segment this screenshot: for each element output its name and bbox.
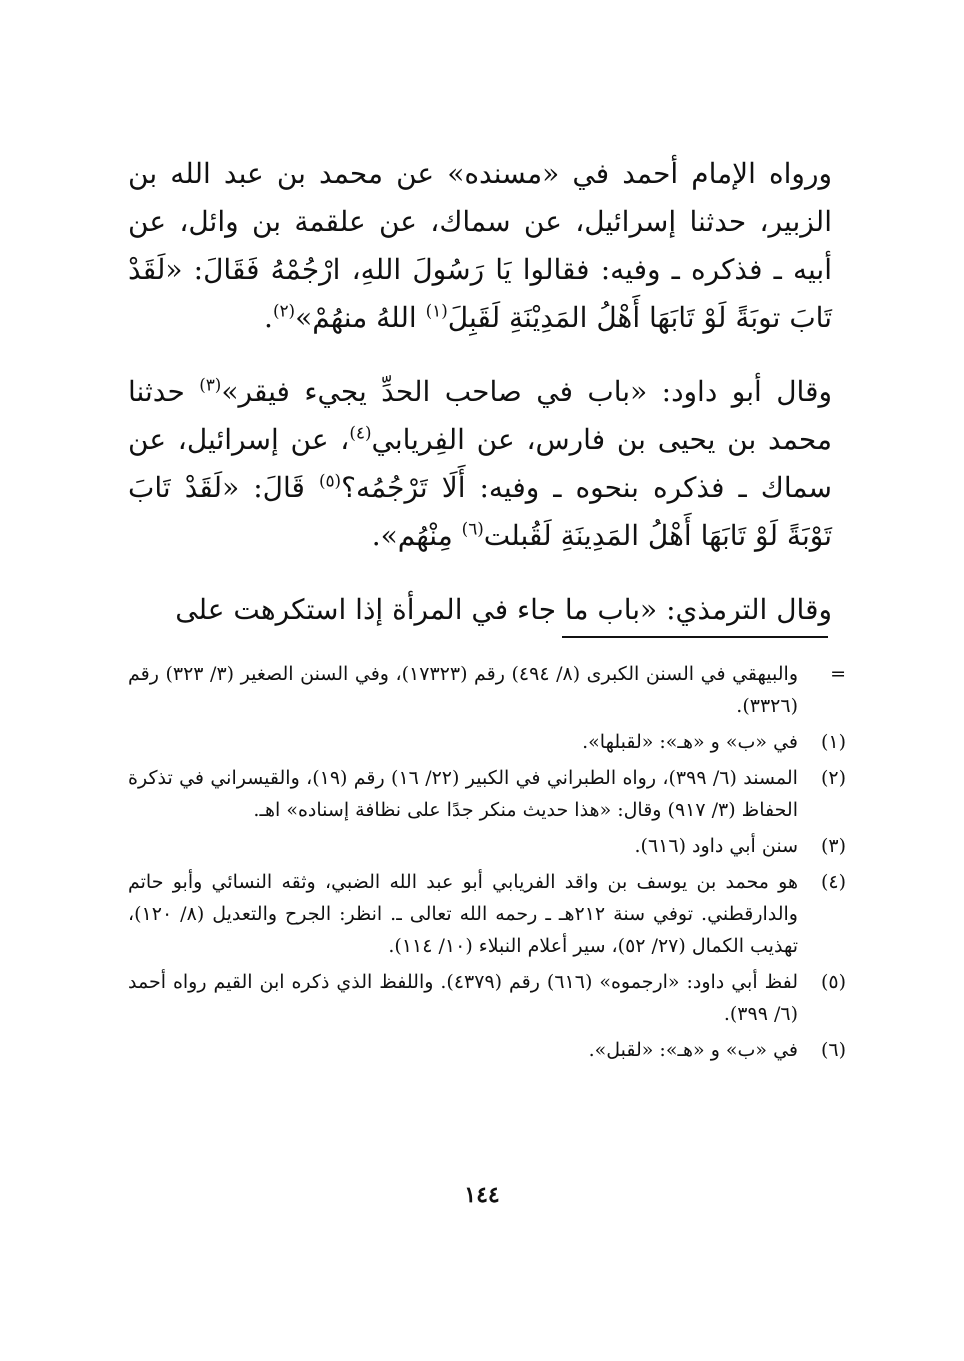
paragraph-3: وقال الترمذي: «باب ما جاء في المرأة إذا استكرهت على — [175, 593, 832, 626]
paragraph-2: وقال أبو داود: «باب في صاحب الحدِّ يجيء فيقر»$^{(٣)}$ حدثنا محمد بن يحيى بن فارس، عن الفِريابي$^{(٤)}$، عن إسرائيل، عن سماك ـ فذكره بنحوه ـ وفيه: أَلَا تَرْجُمُه؟$^{(٥)}$ قَالَ: «لَقَدْ تَابَ تَوْبَةً لَوْ تَابَهَا أَهْلُ المَدِينَةِ لَقُبلت$^{(٦)}$ مِنْهُم». — [128, 374, 833, 552]
footnote-number: (١) — [820, 731, 846, 753]
main-text — [128, 150, 832, 660]
footnote-ref[interactable]: (٥) — [318, 470, 342, 491]
footnote-6 — [128, 1034, 846, 1066]
footnote-3 — [128, 830, 846, 862]
footnote-text: في «ب» و «هـ»: «لقبل». — [588, 1039, 798, 1061]
footnote-number: (٢) — [820, 767, 846, 789]
footnote-text: في «ب» و «هـ»: «لقبلها». — [582, 731, 798, 753]
footnote-ref[interactable]: (٦) — [461, 518, 484, 539]
footnote-text: والبيهقي في السنن الكبرى (٨/ ٤٩٤) رقم (١٧٣٢٣)، وفي السنن الصغير (٣/ ٣٢٣) رقم (٣٣٢٦). — [128, 663, 798, 717]
footnote-continuation — [128, 658, 846, 722]
footnote-ref[interactable]: (٢) — [272, 300, 296, 321]
footnotes — [128, 658, 846, 1070]
footnote-number: (٥) — [820, 971, 846, 993]
footnote-number: (٦) — [820, 1039, 846, 1061]
footnote-number: (٣) — [820, 835, 846, 857]
footnote-text: المسند (٦/ ٣٩٩)، رواه الطبراني في الكبير (٢٢/ ١٦) رقم (١٩)، والقيسراني في تذكرة الحفاظ (٣/ ٩١٧) وقال: «هذا حديث منكر جدًا على نظافة إسناده» اهـ. — [128, 767, 798, 821]
footnote-number: (٤) — [820, 871, 846, 893]
footnote-text: هو محمد بن يوسف بن واقد الفريابي أبو عبد الله الضبي، وثقه النسائي وأبو حاتم والدارقطني. توفي سنة ٢١٢هـ ـ رحمه الله تعالى ـ. انظر: الجرح والتعديل (٨/ ١٢٠)، تهذيب الكمال (٢٧/ ٥٢)، سير أعلام النبلاء (١٠/ ١١٤). — [128, 871, 798, 957]
page-number: ١٤٤ — [464, 1182, 500, 1208]
footnote-number: = — [830, 663, 846, 685]
footnote-separator — [562, 636, 828, 638]
footnote-ref[interactable]: (٤) — [349, 422, 372, 443]
footnote-ref[interactable]: (١) — [425, 300, 448, 321]
footnote-5 — [128, 966, 846, 1030]
footnote-ref[interactable]: (٣) — [199, 374, 222, 395]
footnote-1 — [128, 726, 846, 758]
footnote-text: لفظ أبي داود: «ارجموه» (٦١٦) رقم (٤٣٧٩). واللفظ الذي ذكره ابن القيم رواه أحمد (٦/ ٣٩٩). — [128, 971, 799, 1025]
footnote-text: سنن أبي داود (٦١٦). — [634, 835, 798, 857]
footnote-2 — [128, 762, 846, 826]
paragraph-1: ورواه الإمام أحمد في «مسنده» عن محمد بن عبد الله بن الزبير، حدثنا إسرائيل، عن سماك، عن علقمة بن وائل، عن أبيه ـ فذكره ـ وفيه: فقالوا يَا رَسُولَ اللهِ، ارْجُمْهُ فَقَالَ: «لَقَدْ تَابَ توبَةً لَوْ تَابَهَا أَهْلُ المَدِيْنَةِ لَقَبِلَ$^{(١)}$ اللهُ منهُمْ»$^{(٢)}$. — [128, 157, 832, 334]
footnote-4 — [128, 866, 846, 962]
